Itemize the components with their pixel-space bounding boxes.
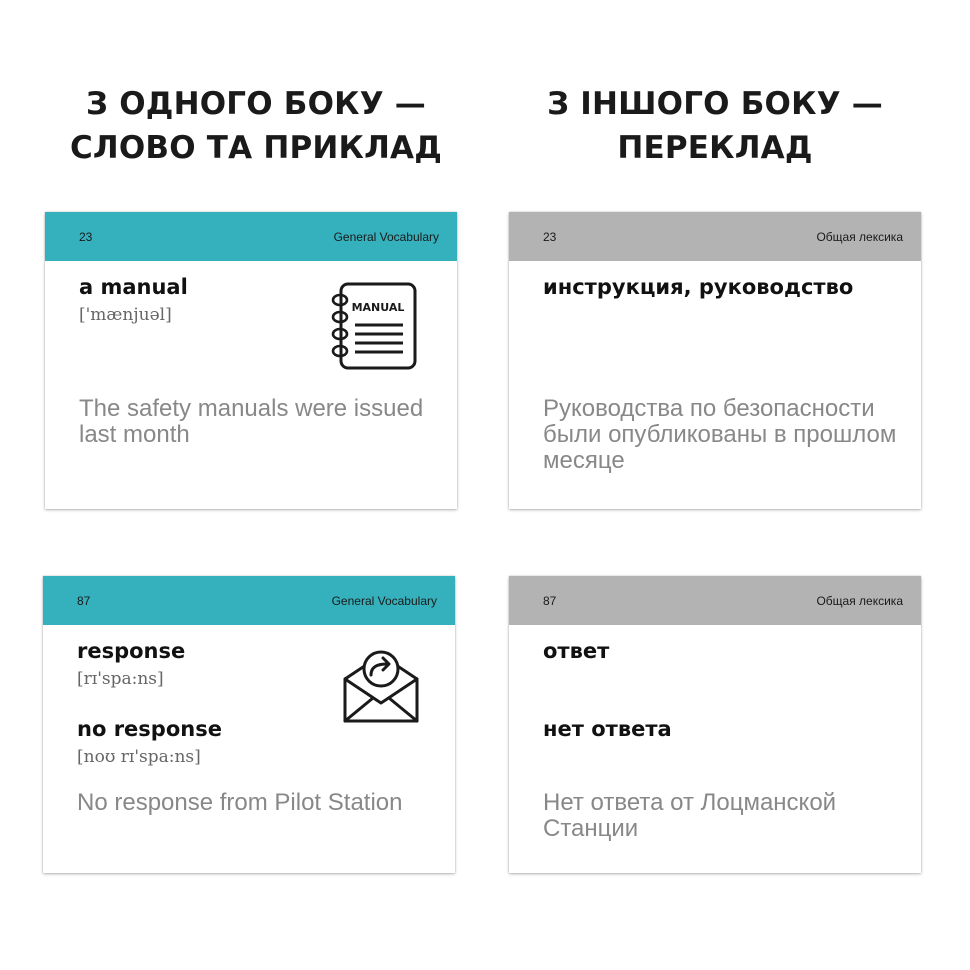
manual-notebook-icon bbox=[329, 281, 421, 375]
card-category: Общая лексика bbox=[816, 229, 903, 244]
card-body bbox=[509, 261, 921, 509]
example-sentence: The safety manuals were issued last month bbox=[79, 395, 424, 448]
translated-example-sentence: Руководства по безопасности были опубликованы в прошлом месяце bbox=[543, 395, 897, 474]
manual-icon-label: MANUAL bbox=[351, 301, 405, 314]
translation-word: инструкция, руководство bbox=[543, 275, 854, 299]
back-side-heading bbox=[495, 82, 935, 170]
card-category: Общая лексика bbox=[816, 593, 903, 608]
front-side-heading-line-1: З ОДНОГО БОКУ — bbox=[86, 86, 426, 122]
front-side-heading bbox=[36, 82, 476, 170]
card-body bbox=[509, 625, 921, 873]
card-header bbox=[509, 576, 921, 625]
envelope-reply-icon bbox=[339, 643, 423, 731]
card-number: 87 bbox=[543, 593, 557, 608]
flashcard-back-response bbox=[509, 576, 921, 873]
card-number: 87 bbox=[77, 593, 91, 608]
flashcard-back-manual bbox=[509, 212, 921, 509]
translation-word: ответ bbox=[543, 639, 610, 663]
vocabulary-word: a manual bbox=[79, 275, 188, 299]
card-header bbox=[45, 212, 457, 261]
word-transcription: ['mænjuəl] bbox=[79, 305, 172, 325]
phrase-transcription: [noʊ rɪ'spa:ns] bbox=[77, 747, 201, 767]
flashcard-front-manual bbox=[45, 212, 457, 509]
card-number: 23 bbox=[543, 229, 557, 244]
card-header bbox=[43, 576, 455, 625]
back-side-heading-line-2: ПЕРЕКЛАД bbox=[617, 130, 813, 166]
vocabulary-phrase: no response bbox=[77, 717, 222, 741]
vocabulary-word: response bbox=[77, 639, 186, 663]
translated-example-sentence: Нет ответа от Лоцманской Станции bbox=[543, 789, 837, 842]
card-header bbox=[509, 212, 921, 261]
card-category: General Vocabulary bbox=[331, 593, 437, 608]
example-sentence: No response from Pilot Station bbox=[77, 789, 403, 816]
back-side-heading-line-1: З ІНШОГО БОКУ — bbox=[547, 86, 883, 122]
card-body bbox=[45, 261, 457, 509]
card-number: 23 bbox=[79, 229, 93, 244]
front-side-heading-line-2: СЛОВО ТА ПРИКЛАД bbox=[69, 130, 443, 166]
card-body bbox=[43, 625, 455, 873]
word-transcription: [rɪ'spa:ns] bbox=[77, 669, 164, 689]
flashcard-front-response bbox=[43, 576, 455, 873]
translation-phrase: нет ответа bbox=[543, 717, 672, 741]
card-category: General Vocabulary bbox=[333, 229, 439, 244]
